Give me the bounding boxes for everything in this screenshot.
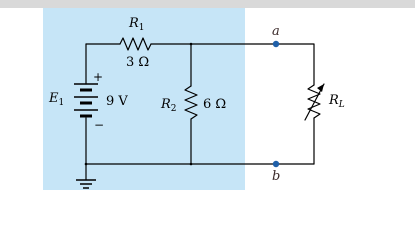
source-plus-sign: + <box>93 70 104 84</box>
terminal-b-label: b <box>272 169 281 184</box>
terminal-a-label: a <box>272 24 280 39</box>
r2-subscript: 2 <box>170 104 177 114</box>
rl-label <box>329 94 345 110</box>
rl-name: R <box>329 93 339 108</box>
junction-bottom-node <box>190 163 193 166</box>
source-label <box>49 92 64 108</box>
r2-value: 6 Ω <box>203 97 227 112</box>
r1-label <box>129 17 145 33</box>
r1-name: R <box>129 16 139 31</box>
terminal-a-dot <box>273 41 279 47</box>
resistor-r1 <box>120 38 151 50</box>
r2-label <box>161 98 177 114</box>
source-minus-sign: − <box>94 118 105 132</box>
rl-subscript: L <box>338 100 345 110</box>
terminal-b-dot <box>273 161 279 167</box>
resistor-r2 <box>185 86 197 119</box>
source-subscript: 1 <box>58 98 65 108</box>
r1-subscript: 1 <box>138 23 145 33</box>
source-value: 9 V <box>106 94 128 109</box>
source-name: E <box>49 91 59 106</box>
wire-a-to-right <box>276 44 314 85</box>
r1-value: 3 Ω <box>126 55 150 70</box>
r2-name: R <box>161 97 171 112</box>
junction-top-node <box>190 43 193 46</box>
ground-icon <box>76 180 96 188</box>
resistor-rl <box>308 85 320 118</box>
junction-ground-node <box>85 163 88 166</box>
